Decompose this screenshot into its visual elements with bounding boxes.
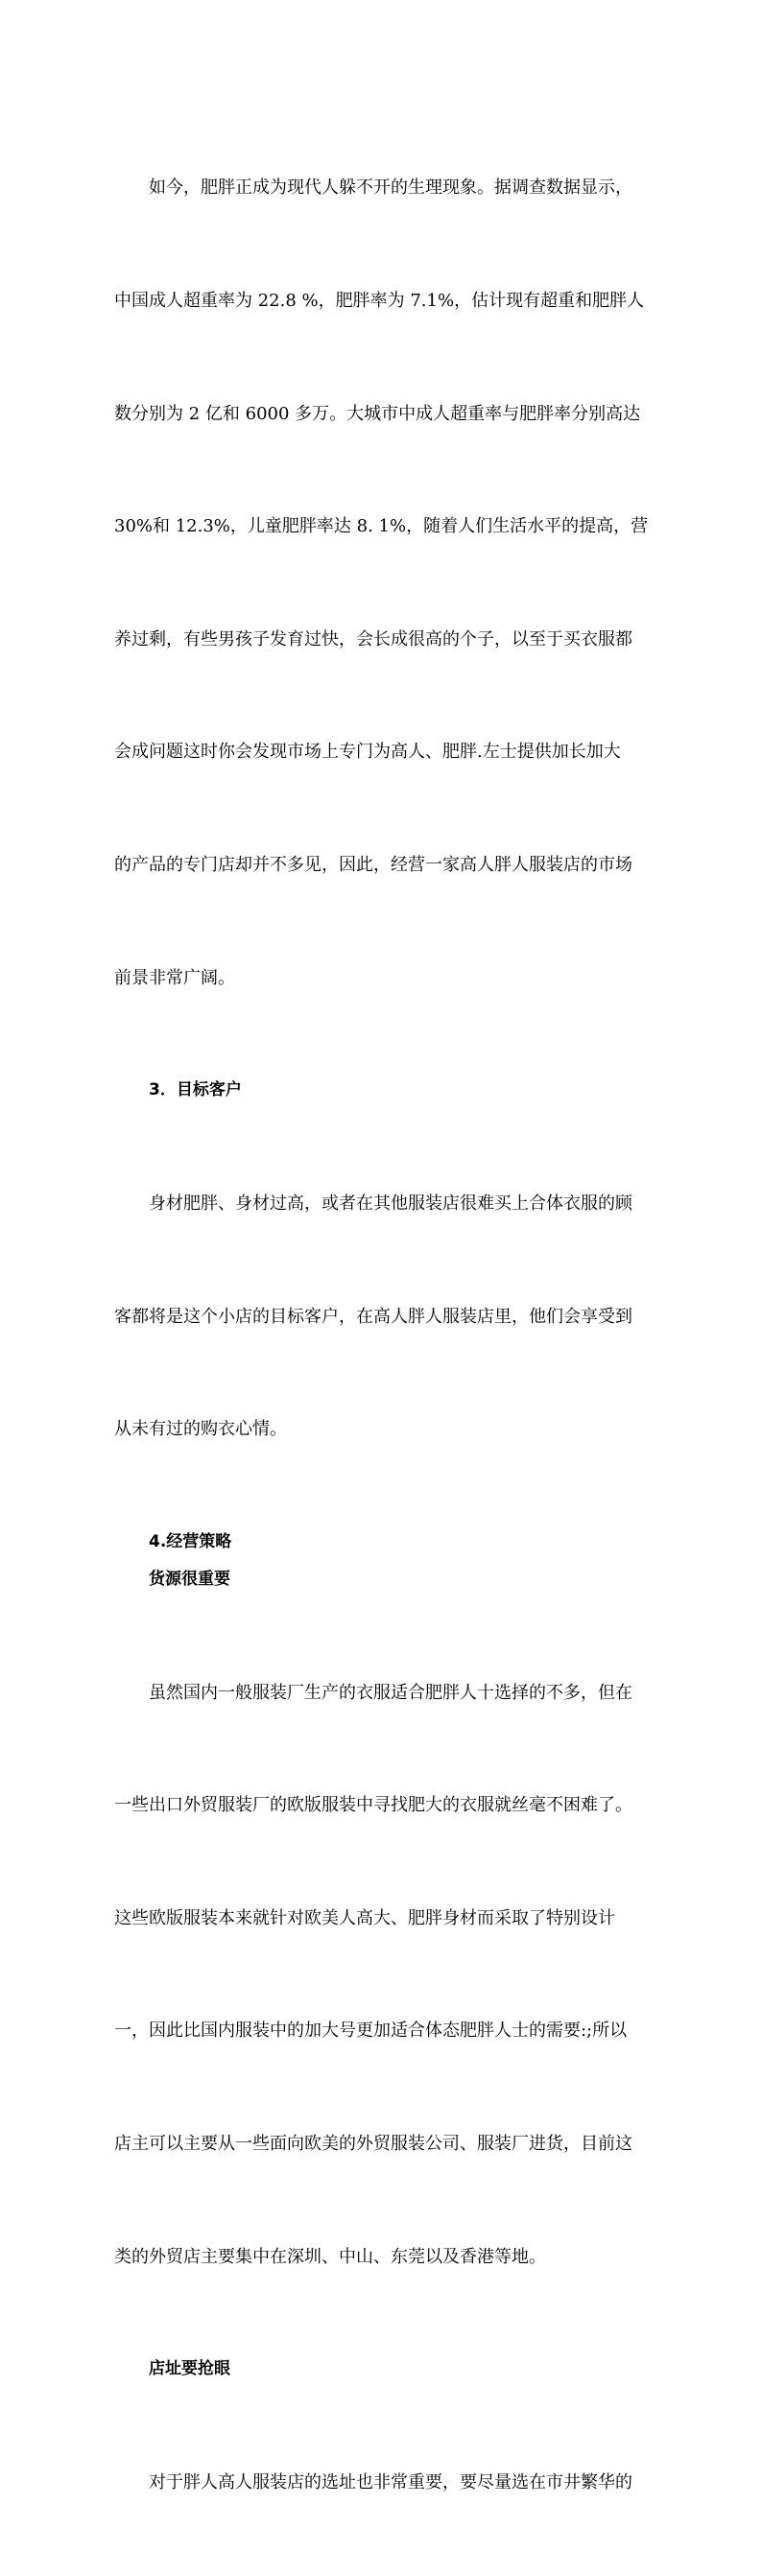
text-line: 一，因此比国内服装中的加大号更加适合体态肥胖人士的需要:;所以 xyxy=(114,2021,628,2042)
text-line: 店主可以主要从一些面向欧美的外贸服装公司、服装厂进货，目前这 xyxy=(114,2133,632,2154)
text-line: 一些出口外贸服装厂的欧版服装中寻找肥大的衣服就丝毫不困难了。 xyxy=(114,1795,632,1816)
text-line: 从未有过的购衣心情。 xyxy=(114,1419,287,1440)
paragraph-target-customers xyxy=(114,1109,652,1523)
text-line: 客都将是这个小店的目标客户，在高人胖人服装店里，他们会享受到 xyxy=(114,1306,632,1327)
heading-target-customers: 3．目标客户 xyxy=(149,1080,242,1100)
text-line: 这些欧版服装本来就针对欧美人高大、肥胖身材而采取了特别设计 xyxy=(114,1907,615,1928)
paragraph-location xyxy=(114,2388,652,2576)
text-line: 数分别为 2 亿和 6000 多万。大城市中成人超重率与肥胖率分别高达 xyxy=(114,403,641,424)
text-line: 中国成人超重率为 22.8 %，肥胖率为 7.1%，估计现有超重和肥胖人 xyxy=(114,291,645,312)
heading-business-strategy: 4.经营策略 xyxy=(149,1531,232,1551)
subheading-sourcing: 货源很重要 xyxy=(149,1569,230,1589)
text-line: 如今，肥胖正成为现代人躲不开的生理现象。据调查数据显示， xyxy=(149,177,632,199)
paragraph-market-background xyxy=(114,94,652,1072)
text-line: 会成问题这时你会发现市场上专门为高人、肥胖.左士提供加长加大 xyxy=(114,742,621,763)
text-line: 类的外贸店主要集中在深圳、中山、东莞以及香港等地。 xyxy=(114,2246,546,2267)
text-line: 前景非常广阔。 xyxy=(114,967,235,988)
paragraph-sourcing xyxy=(114,1598,652,2351)
text-line: 养过剩，有些男孩子发育过快，会长成很高的个子，以至于买衣服都 xyxy=(114,628,632,650)
text-line: 虽然国内一般服装厂生产的衣服适合肥胖人十选择的不多，但在 xyxy=(149,1682,632,1703)
subheading-location: 店址要抢眼 xyxy=(149,2359,230,2379)
document-body xyxy=(114,94,652,2576)
text-line: 的产品的专门店却并不多见，因此，经营一家高人胖人服装店的市场 xyxy=(114,855,632,876)
text-line: 对于胖人高人服装店的选址也非常重要，要尽量选在市井繁华的 xyxy=(149,2471,632,2493)
text-line: 30%和 12.3%，儿童肥胖率达 8. 1%，随着人们生活水平的提高，营 xyxy=(114,516,649,537)
text-line: 身材肥胖、身材过高，或者在其他服装店很难买上合体衣服的顾 xyxy=(149,1193,632,1214)
